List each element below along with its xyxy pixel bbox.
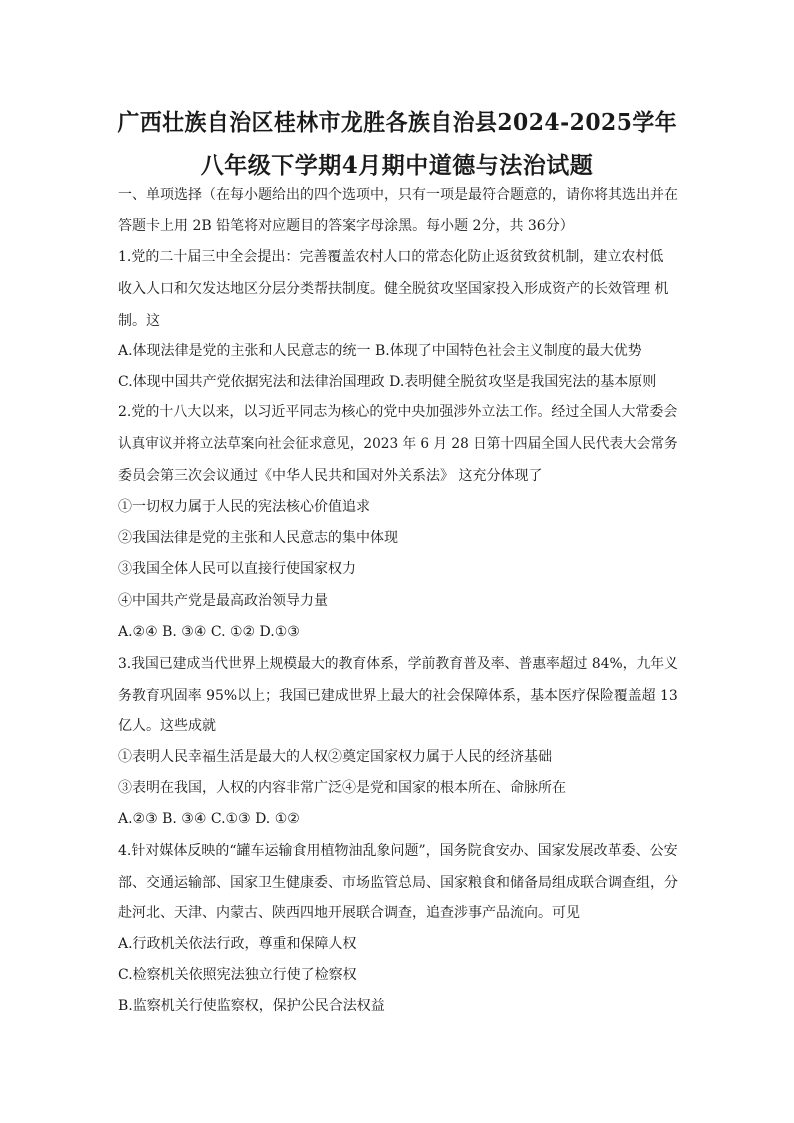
question-1-options-line-2: C.体现中国共产党依据宪法和法律治国理政 D.表明健全脱贫攻坚是我国宪法的基本原则	[118, 374, 657, 390]
question-4-option-a: A.行政机关依法行政，尊重和保障人权	[118, 936, 357, 952]
question-1-stem-line-2: 收入人口和欠发达地区分层分类帮扶制度。健全脱贫攻坚国家投入形成资产的长效管理 机	[118, 281, 669, 297]
exam-title-line-2: 八年级下学期4月期中道德与法治试题	[200, 152, 594, 179]
question-1-stem-line-3: 制。这	[118, 313, 160, 329]
question-4-stem-line-3: 赴河北、天津、内蒙古、陕西四地开展联合调查，追查涉事产品流向。可见	[118, 905, 580, 921]
question-3-statement-1: ①表明人民幸福生活是最大的人权②奠定国家权力属于人民的经济基础	[118, 749, 552, 765]
question-2-statement-2: ②我国法律是党的主张和人民意志的集中体现	[118, 530, 398, 546]
question-3-stem-line-3: 亿人。这些成就	[118, 718, 216, 734]
question-2-statement-3: ③我国全体人民可以直接行使国家权力	[118, 561, 356, 577]
question-4-option-c: C.检察机关依照宪法独立行使了检察权	[118, 967, 357, 983]
question-3-options: A.②③ B. ③④ C.①③ D. ①②	[118, 811, 300, 827]
question-2-stem-line-3: 委员会第三次会议通过《中华人民共和国对外关系法》 这充分体现了	[118, 468, 543, 484]
question-3-statement-2: ③表明在我国，人权的内容非常广泛④是党和国家的根本所在、命脉所在	[118, 780, 566, 796]
exam-title-line-1: 广西壮族自治区桂林市龙胜各族自治县2024-2025学年	[117, 109, 677, 136]
question-1-options-line-1: A.体现法律是党的主张和人民意志的统一 B.体现了中国特色社会主义制度的最大优势	[118, 343, 642, 359]
question-4-option-b: B.监察机关行使监察权，保护公民合法权益	[118, 998, 385, 1014]
question-3-stem-line-2: 务教育巩固率 95%以上；我国已建成世界上最大的社会保障体系，基本医疗保险覆盖超 13	[118, 688, 678, 704]
question-2-statement-4: ④中国共产党是最高政治领导力量	[118, 593, 328, 609]
question-4-stem-line-1: 4.针对媒体反映的“罐车运输食用植物油乱象问题”，国务院食安办、国家发展改革委、公安	[118, 843, 678, 859]
question-4-stem-line-2: 部、交通运输部、国家卫生健康委、市场监管总局、国家粮食和储备局组成联合调查组，分	[118, 875, 678, 891]
section-heading-line-2: 答题卡上用 2B 铅笔将对应题目的答案字母涂黑。每小题 2分，共 36分）	[118, 218, 574, 234]
question-3-stem-line-1: 3.我国已建成当代世界上规模最大的教育体系，学前教育普及率、普惠率超过 84%，九年义	[118, 656, 678, 672]
question-2-stem-line-2: 认真审议并将立法草案向社会征求意见，2023 年 6 月 28 日第十四届全国人民代表大会常务	[118, 436, 678, 452]
question-2-options: A.②④ B. ③④ C. ①② D.①③	[118, 624, 300, 640]
question-1-stem-line-1: 1.党的二十届三中全会提出：完善覆盖农村人口的常态化防止返贫致贫机制，建立农村低	[118, 249, 664, 265]
question-2-stem-line-1: 2.党的十八大以来，以习近平同志为核心的党中央加强涉外立法工作。经过全国人大常委会	[118, 404, 678, 420]
section-heading-line-1: 一、单项选择（在每小题给出的四个选项中，只有一项是最符合题意的，请你将其选出并在	[118, 187, 678, 203]
question-2-statement-1: ①一切权力属于人民的宪法核心价值追求	[118, 499, 370, 515]
